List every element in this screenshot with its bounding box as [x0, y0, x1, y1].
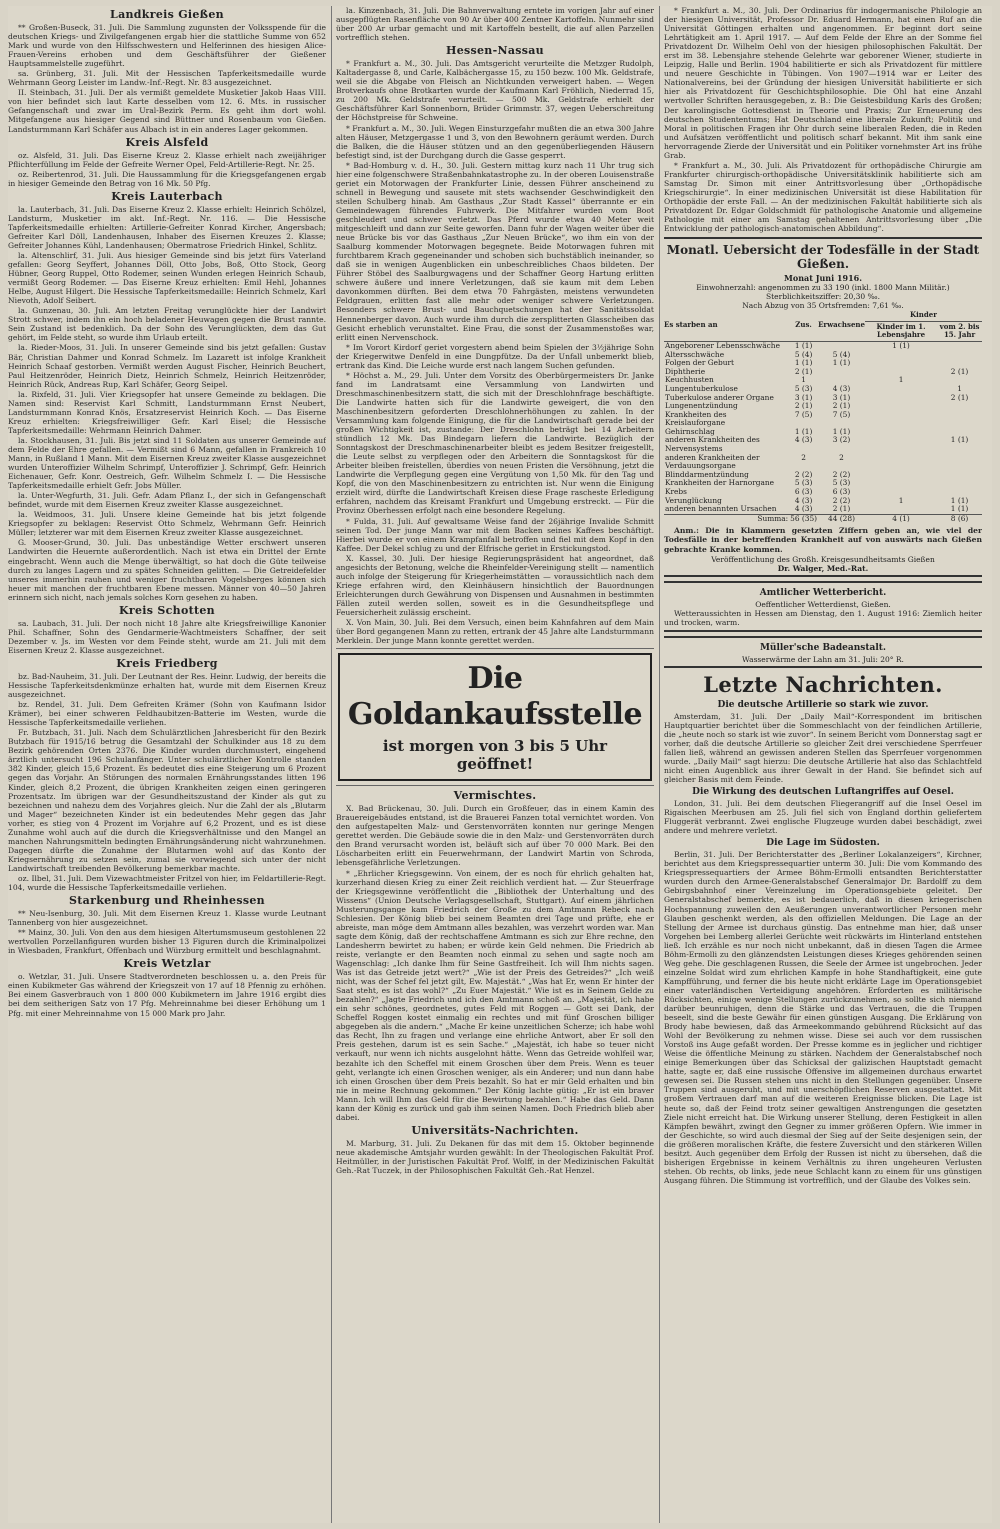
stats-table [664, 310, 982, 523]
bath-text: Wasserwärme der Lahn am 31. Juli: 20° R. [742, 654, 904, 664]
article-paragraph: bz. Rendel, 31. Juli. Dem Gefreiten Krämer (Sohn von Kaufmann Isidor Krämer), bei einer schweren Feldhaubitzen-Batterie im Westen, wurde die Hessische Tapferkeitsmedaille verliehen. [8, 700, 326, 728]
cause-cell: Diphtherie [665, 366, 706, 376]
article-paragraph: M. Marburg, 31. Juli. Zu Dekanen für das mit dem 15. Oktober beginnende neue akademische Amtsjahr wurden gewählt: In der Theologischen Fakultät Prof. Heitmüller, in der Juristischen Fakultät Prof. Wolff, in der Medizinischen Fakultät Geh.-Rat Tuczek, in der Philosophischen Fakultät Geh.-Rat Henzel. [336, 1138, 654, 1175]
column-rule [659, 6, 660, 1523]
article-paragraph: oz. Ilbel, 31. Juli. Dem Vizewachtmeister Fritzel von hier, im Feldartillerie-Regt. 104, wurde die Hessische Tapferkeitsmedaille verliehen. [8, 873, 326, 893]
stats-mortality: Sterblichkeitsziffer: 20,30 ‰. [766, 292, 880, 302]
count-cell: 1 [801, 375, 806, 385]
divider [336, 785, 654, 786]
death-statistics-box [664, 237, 982, 576]
article-paragraph: * „Ehrlicher Kriegsgewinn. Von einem, der es noch für ehrlich gehalten hat, kurzerhand diesen Krieg zu einer Zeit reichlich verdient hat. — Zur Steuerfrage der Kriegsgewinne veröffentlicht die „Bibliothek der Unterhaltung und des Wissens“ (Union Deutsche Verlagsgesellschaft, Stuttgart). Auf einem jährlichen Musterungsgange kam Friedrich der Große zu dem Amtmann Rebeck nach Schlesien. Der König blieb bei seinem Beamten drei Tage und prüfte, ehe er abreiste, man möge dem Amtmann alles bezahlen, was verzehrt worden war. Man sagte dem König, daß der rechtschaffene Amtmann es sich zur Ehre rechne, den Landesherrn bewirtet zu haben; er würde kein Geld nehmen. Die Friedrich ab reiste, verlangte er den Beamten noch einmal zu sehen und sagte noch am Wagenschlag: „Ich danke Ihm für Seine Gastfreiheit. Ich will Ihm nichts sagen. Was ist das Getreide jetzt wert?“ „Wie ist der Preis des Getreides?“ „Ich weiß nicht, was der Schef fel jetzt gilt, Ew. Majestät.“ „Was hat Er, wenn Er hinter der Saat steht, es ist das wohl?“ „Zu Euer Majestät.“ Wie ist es in Seinem Gelde zu bezahlen?“ „Jagte Friedrich und ich den Amtmann schoß an. „Majestät, ich habe ein sehr schönes, geordnetes, gutes Feld mit Roggen — Gott sei Dank, der Scheffel Roggen kostet einmalig ein rechtes und mit fünf Groschen billiger abgegeben als die andern.“ „Mache Er keine unzeitlichen Scherze; ich habe wohl das Recht, Ihn zu fragen und verlange eine ehrliche Antwort, aber Er soll den Preis gestehen, darum ist es sein Sache.“ „Majestät, ich habe so teuer nicht verkauft, nur wenn ich nichts ausgelohnt hätte. Wenn das Getreide wohlfeil war, bezahlte ich den Scheffel mit einem Groschen über dem Preis. Wenn es teuer geht, verlangte ich einen Groschen weniger, als ein Anderer; und nun dann habe ich einen Groschen über dem Preis bezahlt. So hat er mir Geld erhalten und bin nie in meine Rechnung gekommen.“ Der König lachte gütig: „Er ist ein braver Mann. Ich will Ihm das Geld für die Bewirtung bezahlen.“ Habe das Geld. Dann kann der König es zurück und gab ihm seinen Namen. Doch Friedrich blieb aber dabei. [336, 868, 654, 1122]
count-cell: 2 (1) [794, 366, 813, 376]
article-paragraph: la. Rixfeld, 31. Juli. Vier Kriegsopfer hat unsere Gemeinde zu beklagen. Die Namen sind: Reservist Karl Schmitt, Landsturmmann Ernst Neubert, Landsturmmann Konrad Knös, Ersatzreservist Heinrich Koch. — Das Eiserne Kreuz erhielten: Kriegsfreiwilliger Gefr. Karl Eisel; die Hessische Tapferkeitsmedaille: Wehrmann Heinrich Dahmer. [8, 389, 326, 435]
bath-report [664, 636, 982, 668]
cause-cell: anderen Krankheiten der Verdauungsorgane [665, 452, 760, 471]
count-cell: 2 (1) [950, 366, 969, 376]
count-cell: 5 (3) [794, 478, 813, 488]
count-cell: 4 (3) [794, 495, 813, 505]
count-cell: 5 (4) [794, 349, 813, 359]
count-cell: 1 (1) [832, 358, 851, 368]
table-row [664, 436, 982, 453]
stats-header-cause: Es starben an [664, 310, 789, 341]
article-paragraph: oz. Reibertenrod, 31. Juli. Die Haussammlung für die Kriegsgefangenen ergab in hiesiger Gemeinde den Betrag von 16 Mk. 50 Pfg. [8, 169, 326, 188]
count-cell [865, 411, 937, 428]
column-left [8, 6, 326, 1019]
count-cell: 3 (2) [832, 435, 851, 445]
count-cell: 2 (1) [832, 401, 851, 411]
stats-mortality-adjusted: Nach Abzug von 35 Ortsfremden: 7,61 ‰. [742, 301, 904, 311]
section-heading: Starkenburg und Rheinhessen [69, 894, 265, 908]
cause-cell: Angeborener Lebensschwäche [665, 340, 780, 350]
latest-news [664, 700, 982, 1185]
cause-cell: Krankheiten der Harnorgane [665, 478, 775, 488]
article-paragraph: II. Steinbach, 31. Juli. Der als vermißt gemeldete Musketier Jakob Haas VIII. von hier befindet sich laut Karte desselben vom 12. 6. Mts. in russischer Gefangenschaft und zwar im Ural-Bezirk Perm. Es geht ihm dort wohl. Mitgefangene aus hiesiger Gegend sind Büttner und Rosenbaum von Gießen. Landsturmmann Karl Schäfer aus Albach ist in ein anderes Lager gekommen. [8, 88, 326, 134]
stats-population: Einwohnerzahl: angenommen zu 33 190 (inkl. 1800 Mann Militär.) [696, 283, 950, 293]
count-cell: 2 [839, 452, 844, 462]
stats-signature: Dr. Walger, Med.-Rat. [777, 563, 869, 573]
count-cell [865, 471, 937, 480]
article-paragraph: X. Bad Brückenau, 30. Juli. Durch ein Großfeuer, das in einem Kamin des Brauereigebäudes entstand, ist die Brauerei Fanzen total vernichtet worden. Von den aufgestapelten Malz- und Gerstenvorräten konnten nur geringe Mengen gerettet werden. Die Gebäude sowie die in den Malz- und Gerstenvorräten durch den Brand verursacht worden ist, beläuft sich auf über 70 000 Mark. Bei den Löscharbeiten erlitt ein Feuerwehrmann, der Landwirt Martin von Schroda, lebensgefährliche Verletzungen. [336, 804, 654, 868]
section-heading: Kreis Lauterbach [111, 189, 223, 203]
stats-publisher: Veröffentlichung des Großh. Kreisgesundheitsamts Gießen [711, 554, 935, 564]
cause-cell: Tuberkulose anderer Organe [665, 392, 774, 402]
count-cell: 1 (1) [950, 435, 969, 445]
count-cell [937, 479, 982, 488]
article-paragraph: la. Kinzenbach, 31. Juli. Die Bahnverwaltung erntete im vorigen Jahr auf einer ausgepflügten Rasenfläche von 90 Ar über 400 Zentner Kartoffeln. Nunmehr sind über 200 Ar urbar gemacht und mit Kartoffeln bestellt, die auf allen Parzellen vortrefflich stehen. [336, 6, 654, 43]
article-paragraph: sa. Laubach, 31. Juli. Der noch nicht 18 Jahre alte Kriegsfreiwillige Kanonier Phil. Schaffner, Sohn des Gendarmerie-Wachtmeisters Schaffner, der seit Dezember v. Js. im Westen vor dem Feinde steht, wurde am 21. Juli mit dem Eisernen Kreuz 2. Klasse ausgezeichnet. [8, 618, 326, 655]
count-cell: 1 [898, 495, 904, 505]
university-news-continued [664, 6, 982, 233]
count-cell: 5 (3) [794, 383, 813, 393]
count-cell: 1 (1) [892, 340, 910, 350]
count-cell [865, 436, 937, 453]
latest-news-title: Letzte Nachrichten. [703, 671, 943, 697]
stats-note: Anm.: Die in Klammern gesetzten Ziffern geben an, wie viel der Todesfälle in der betreffenden Krankheit auf von auswärts nach Gießen gebrachte Kranke kommen. [664, 526, 982, 554]
count-cell: 1 (1) [794, 340, 813, 350]
article-paragraph: ** Neu-Isenburg, 30. Juli. Mit dem Eisernen Kreuz 1. Klasse wurde Leutnant Tannenberg von hier ausgezeichnet. [8, 909, 326, 928]
count-cell [937, 454, 982, 471]
stats-header-children: Kinder [865, 310, 982, 321]
count-cell [865, 428, 937, 437]
count-cell [865, 479, 937, 488]
count-cell: 6 (3) [832, 487, 851, 497]
cause-cell: Lungentuberkulose [665, 383, 738, 393]
news-paragraph: Amsterdam, 31. Juli. Der „Daily Mail“-Korrespondent im britischen Hauptquartier berichtet über die Sommeschlacht von der feindlichen Artillerie, die „heute noch so stark ist wie zuvor“. In seinem Bericht vom Donnerstag sagt er vorher, daß die deutsche Artillerie so gleicher Zeit drei verschiedene Sperrfeuer fallen ließ, während an gewissen anderen Stellen das Sperrfeuer vorgenommen wurde. „Daily Mail“ sagt hierzu: Die deutsche Artillerie hat also das Schlachtfeld nicht einen Augenblick aus ihrer Gewalt in der Hand. Sie befindet sich auf gleicher Basis mit dem Feinde. [664, 711, 982, 784]
gold-purchase-advertisement [338, 653, 652, 781]
divider [336, 648, 654, 649]
article-paragraph: la. Stockhausen, 31. Juli. Bis jetzt sind 11 Soldaten aus unserer Gemeinde auf dem Felde der Ehre gefallen. — Vermißt sind 6 Mann, gefallen in Frankreich 10 Mann, in Rußland 1 Mann. Mit dem Eisernen Kreuz zweiter Klasse ausgezeichnet wurden Unteroffizier Wilhelm Schrimpf, Unteroffizier J. Schrimpf, Gefr. Heinrich Eichenauer, Gefr. Konr. Oestreich, Gefr. Wilhelm Schmelz I. — Die Hessische Tapferkeitsmedaille erhielt Gefr. Jobs Müller. [8, 435, 326, 491]
article-paragraph: la. Rieder-Moos, 31. Juli. In unserer Gemeinde sind bis jetzt gefallen: Gustav Bär, Christian Dahmer und Konrad Schmelz. Im Lazarett ist infolge Krankheit Heinrich Schaaf gestorben. Vermißt werden August Fischer, Heinrich Beuchert, Paul Heitzenröder, Heinrich Dietz, Heinrich Schmelz, Heinrich Heitzenröder, Heinrich Rück, Andreas Rup, Karl Schäfer, Georg Seipel. [8, 343, 326, 389]
count-cell [865, 402, 937, 411]
cause-cell: Gehirnschlag [665, 426, 715, 436]
article-paragraph: oz. Alsfeld, 31. Juli. Das Eiserne Kreuz 2. Klasse erhielt nach zweijähriger Pflichterfüllung im Felde der Gefreite Werner Opel, Feld-Artillerie-Regt. Nr. 25. [8, 150, 326, 169]
count-cell [937, 402, 982, 411]
count-cell: 3 (1) [794, 392, 813, 402]
section-heading: Kreis Alsfeld [125, 135, 209, 149]
count-cell: 7 (5) [794, 409, 813, 419]
sum-cell: Summa: [664, 514, 789, 523]
count-cell: 2 (2) [832, 495, 851, 505]
news-subheading: Die deutsche Artillerie so stark wie zuvor. [717, 699, 929, 710]
count-cell [865, 394, 937, 403]
count-cell: 2 [801, 452, 806, 462]
weather-report [664, 581, 982, 632]
article-paragraph: la. Lauterbach, 31. Juli. Das Eiserne Kreuz 2. Klasse erhielt: Heinrich Schölzel, Landsturm, Musketier im akt. Inf.-Regt. Nr. 116. — Die Hessische Tapferkeitsmedaille erhielten: Artillerie-Gefreiter Konrad Kircher, Angersbach; Gefreiter Karl Döll, Landenhausen, Inhaber des Eisernen Kreuzes 2. Klasse; Gefreiter Johannes Kühl, Landenhausen; Obermatrose Friedrich Hinkel, Schlitz. [8, 204, 326, 250]
count-cell: 2 (2) [832, 469, 851, 479]
count-cell: 1 [898, 375, 904, 385]
article-paragraph: la. Weidmoos, 31. Juli. Unsere kleine Gemeinde hat bis jetzt folgende Kriegsopfer zu beklagen: Reservist Otto Schmelz, Wehrmann Gefr. Heinrich Müller; letzterer war mit dem Eisernen Kreuz zweiter Klasse ausgezeichnet. [8, 510, 326, 538]
section-heading: Hessen-Nassau [446, 44, 544, 58]
count-cell: 1 (1) [832, 426, 851, 436]
count-cell [937, 411, 982, 428]
count-cell: 1 (1) [794, 358, 813, 368]
stats-title: Monatl. Uebersicht der Todesfälle in der Stadt Gießen. [666, 243, 980, 272]
table-row [664, 454, 982, 471]
section-heading: Universitäts-Nachrichten. [411, 1123, 579, 1137]
cause-cell: Folgen der Geburt [665, 358, 735, 368]
article-paragraph: * Fulda, 31. Juli. Auf gewaltsame Weise fand der 26jährige Invalide Schmitt seinen Tod. Der junge Mann war mit dem Backen seines Kaffees beschäftigt. Hierbei wurde er von einem Krampfanfall betroffen und fiel mit dem Kopf in den Kaffee. Der Dekel schlug zu und der Elfrische geriet in Erstickungstod. [336, 516, 654, 553]
sum-cell: 56 (35) [790, 513, 818, 523]
count-cell: 7 (5) [832, 409, 851, 419]
article-paragraph: ** Mainz, 30. Juli. Von den aus dem hiesigen Altertumsmuseum gestohlenen 22 wertvollen Porzellanfiguren wurden bisher 13 Figuren durch die Kriminalpolizei in Wiesbaden, Frankfurt, Offenbach und Würzburg ermittelt und beschlagnahmt. [8, 928, 326, 956]
count-cell: 6 (3) [794, 487, 813, 497]
weather-title: Amtlicher Wetterbericht. [759, 587, 887, 598]
article-paragraph: ** Großen-Buseck, 31. Juli. Die Sammlung zugunsten der Volksspende für die deutschen Kriegs- und Zivilgefangenen ergab hier die stattliche Summe von 652 Mark und wurde von den Hilfsschwestern und Helferinnen des hiesigen Alice-Frauen-Vereins erhoben und dem Geschäftsführer der Gießener Hauptsammelstelle zugeführt. [8, 23, 326, 69]
section-heading: Kreis Wetzlar [123, 957, 211, 971]
sum-cell: 8 (6) [937, 514, 982, 523]
newspaper-page [8, 6, 992, 1523]
count-cell [937, 341, 982, 350]
article-paragraph: * Frankfurt a. M., 30. Juli. Das Amtsgericht verurteilte die Metzger Rudolph, Kaltadergasse 8, und Carle, Kalbächergasse 15, zu 150 bezw. 100 Mk. Geldstrafe, weil sie die Abgabe von Fleisch an Nichtkunden verweigert haben. — Wegen Brotverkaufs ohne Brotkarten wurde der Kaufmann Karl Fröhlich, Niederrad 15, zu 200 Mk. Geldstrafe verurteilt. — 500 Mk. Geldstrafe erhielt der Geschäftsführer Karl Sonnenborn, Brüder Grimmstr. 37, wegen Ueberschreitung der Höchstpreise für Schweine. [336, 59, 654, 123]
article-paragraph: la. Gunzenau, 30. Juli. Am letzten Freitag verunglückte hier der Landwirt Strott schwer, indem ihn ein hoch beladener Heuwagen gegen die Brust rannte. Sein Zustand ist bedenklich. Da der Sohn des Verunglückten, dem das Gut gehört, im Felde steht, so wurde ihm Urlaub erteilt. [8, 306, 326, 343]
stats-header-adults: Erwachsene [818, 310, 865, 341]
article-paragraph: X. Kassel, 30. Juli. Der hiesige Regierungspräsident hat angeordnet, daß angesichts der Betonung, welche die Rheinfelder-Vereinigung stellt — namentlich auch infolge der Steigerung für Kriegerheimstätten — voraussichtlich nach dem Kriege erfahren wird, den Kleinhäusern hinsichtlich der Bauordnungen Erleichterungen durch Gewährung von Dispensen und Ausnahmen in bestimmten Fällen zuteil werden sollen, soweit es in die Gesundheitspflege und Feuersicherheit zulässig erscheint. [336, 553, 654, 617]
news-paragraph: Berlin, 31. Juli. Der Berichterstatter des „Berliner Lokalanzeigers“, Kirchner, berichtet aus dem Kriegspressequartier unterm 30. Juli: Die vom Kommando des Kriegspressequartiers der Armee Böhm-Ermolli entsandten Berichterstatter wurden durch den Armee-Generalstabschef Generalmajor Dr. Bardolff zu dem Gebirgsbahnhof einer Vereinzelung im Operationsgebiete geleitet. Der Generalstabschef bemerkte, es ist bedauerlich, daß in diesen kriegerischen Hochspannung zuweilen den Aeußerungen unverantwortlicher Personen mehr Glauben geschenkt werden, als den offiziellen Meldungen. Die Lage an der Stellung der Armee ist durchaus günstig. Das entnehme man hier, daß unser Vorgehen bei Lemberg allerlei Gerüchte weit rückwärts im Hinterland entstehen ließ. Ich erzähle es nur noch nicht unbekannt, daß in diesen Tagen die Armee Böhm-Ermolli zu den glänzendsten Leistungen dieses Krieges gehörenden seinen Weg gehe. Die geschlagenen Russen, die Seele der Armee ist ungebrochen. Jeder einzelne Soldat wird zum ehrlichen Kampfe in hohe Standhaftigkeit, eine gute Kampfführung, und ferner die bis heute nicht erklärte Lage im Operationsgebiet einer vaterländischen Verteidigung angehören. Erforderten es militärische Rücksichten, einige wenige Stellungen zurückzunehmen, so sollte sich niemand darüber beunruhigen, denn die Stärke und das Vertrauen, die die Truppen beseelt, sind die beste Gewähr für einen günstigen Ausgang. Die Erklärung von Brody habe bewiesen, daß das Armeekommando gebührend Rücksicht auf das Wohl der Bevölkerung zu nehmen wisse. Diese sei auch vor dem russischen Vorstoß ins Auge gefaßt worden. Der Presse komme es in jeglicher und richtiger Weise die öffentliche Meinung zu stärken. Nachdem der Generalstabschef noch einige Bemerkungen über das Schicksal der galizischen Hauptstadt gemacht hatte, sagte er, daß eine russische Offensive im allgemeinen durchaus erwartet gewesen sei. Die Russen stehen uns nicht in den Stellungen gegenüber. Unsere Truppen sind ausgeruht, und mit unerschöpflichen Reserven ausgestattet. Mit großem Vertrauen darf man auf die weiteren Ereignisse blicken. Die Lage ist heute so, daß der Feind trotz seiner gewaltigen Anstrengungen die gesetzten Ziele nicht erreicht hat. Die Wirkung unserer Stellung, deren Festigkeit in allen Kämpfen bewährt, zwingt den Gegner zu immer größeren Opfern. Wie immer in der Geschichte, so wird auch diesmal der Sieg auf der Seite desjenigen sein, der die größeren moralischen Kräfte, die festere Zuversicht und den stärkeren Willen besitzt. Auch gegenüber dem Erfolg der Russen ist nicht zu übersehen, daß die bisherigen Ergebnisse in keinem Verhältnis zu ihren ungeheuren Verlusten stehen. Ob rechts, ob links, jede neue Schlacht kann zu einem für uns günstigen Ausgang führen. Die Stimmung ist vortrefflich, und der Glaube des Volkes sein. [664, 850, 982, 1185]
news-subheading: Die Wirkung des deutschen Luftangriffes auf Oesel. [692, 787, 954, 798]
article-paragraph: bz. Bad-Nauheim, 31. Juli. Der Leutnant der Res. Heinr. Ludwig, der bereits die Hessische Tapferkeitsdenkmünze erhalten hat, wurde mit dem Eisernen Kreuz ausgezeichnet. [8, 671, 326, 700]
count-cell [865, 505, 937, 514]
count-cell: 1 [957, 383, 962, 393]
count-cell: 4 (3) [794, 504, 813, 514]
count-cell: 5 (4) [832, 349, 851, 359]
count-cell [818, 368, 865, 377]
news-subheading: Die Lage im Südosten. [766, 838, 880, 849]
cause-cell: anderen benannten Ursachen [665, 504, 777, 514]
article-paragraph: la. Unter-Wegfurth, 31. Juli. Gefr. Adam Pflanz I., der sich in Gefangenschaft befindet, wurde mit dem Eisernen Kreuz zweiter Klasse ausgezeichnet. [8, 491, 326, 510]
article-paragraph: G. Mooser-Grund, 30. Juli. Das unbeständige Wetter erschwert unseren Landwirten die Heuernte außerordentlich. Nach ist etwa ein Drittel der Ernte eingebracht. Wenn auch die Menge überwältigt, so hat doch die Güte teilweise durch zu langes Lagern und zu spätes Schneiden gelitten. — Die Getreidefelder unseres immerhin rauhen und weniger fruchtbaren Vogelsberges können sich heuer mit manchen der fruchtbaren Ebene messen. Männer von 40—50 Jahren erinnern sich nicht, nach jemals solches Korn gesehen zu haben. [8, 538, 326, 602]
stats-month: Monat Juni 1916. [784, 273, 862, 284]
section-heading: Vermischtes. [453, 789, 537, 803]
column-rule [331, 6, 332, 1523]
count-cell: 4 (3) [832, 383, 851, 393]
article-paragraph: o. Wetzlar, 31. Juli. Unsere Stadtverordneten beschlossen u. a. den Preis für einen Kubikmeter Gas während der Kriegszeit von 17 auf 18 Pfennig zu erhöhen. Bei einem Gasverbrauch von 1 800 000 Kubikmetern im Jahre 1916 ergibt dies bei dem seitherigen Satz von 17 Pfg. Mehreinnahme bei dieser Erhöhung um 1 Pfg. mit einer Mehreinnahme von 15 000 Mark pro Jahr. [8, 972, 326, 1018]
count-cell: 2 (1) [794, 401, 813, 411]
ad-subline: ist morgen von 3 bis 5 Uhr geöffnet! [382, 737, 608, 774]
count-cell: 3 (1) [832, 392, 851, 402]
news-paragraph: London, 31. Juli. Bei dem deutschen Fliegerangriff auf die Insel Oesel im Rigaischen Meerbusen am 25. Juli fiel sich von England dorthin geliefertem Fluggerät verbrannt. Zwei englische Flugzeuge wurden dabei beschädigt, zwei andere und mehrere verletzt. [664, 799, 982, 836]
ad-headline: Die Goldankaufsstelle [347, 661, 643, 733]
count-cell: 5 (3) [832, 478, 851, 488]
article-paragraph: * Frankfurt a. M., 30. Juli. Als Privatdozent für orthopädische Chirurgie am Frankfurter chirurgisch-orthopädische Universitätsklinik habilitierte sich am Samstag Dr. Simon mit einer Antrittsvorlesung über „Orthopädische Kriegschirurgie“. In einer medizinischen Universität ist diese Habilitation für Orthopädie der erste Fall. — An der medizinischen Fakultät habilitierte sich als Privatdozent Dr. Edgar Goldschmidt für pathologische Anatomie und allgemeine Pathologie mit einer am Samstag gehaltenen Antrittsvorlesung über „Die Entwicklung der pathologisch-anatomischen Abbildung“. [664, 160, 982, 234]
cause-cell: Krebs [665, 487, 687, 497]
column-right [664, 6, 982, 1186]
cause-cell: Altersschwäche [665, 349, 725, 359]
cause-cell: anderen Krankheiten des Nervensystems [665, 435, 760, 454]
count-cell: 2 (2) [794, 469, 813, 479]
count-cell [865, 351, 937, 360]
table-row [664, 479, 982, 488]
cause-cell: Verunglückung [665, 495, 722, 505]
count-cell [865, 385, 937, 394]
count-cell: 1 (1) [950, 495, 969, 505]
stats-header-infants: Kinder im 1. Lebensjahre [865, 321, 937, 341]
section-heading: Landkreis Gießen [110, 8, 224, 21]
article-paragraph: * Höchst a. M., 29. Juli. Unter dem Vorsitz des Oberbürgermeisters Dr. Janke fand im Landratsamt eine Versammlung von Landwirten und Dreschmaschinenbesitzern statt, die sich mit der Dreschlohnfrage beschäftigte. Die Landwirte hatten sich für die Landwirte geweigert, die von den Maschinenbesitzern geforderten Dreschlohnerhöhungen zu zahlen. In der Versammlung kam folgende Einigung, die für die Landwirtschaft gerade bei der großen Wichtigkeit ist, zustande: Der Dreschlohn beträgt bei 14 Arbeitern stündlich 12 Mk. Das Bindegarn liefern die Landwirte. Bezüglich der Sonntagskost der Dreschmaschinenarbeiter bleibt es jedem Besitzer freigestellt, die Leute selbst zu verpflegen oder den Arbeitern die Sonntagskost für die Arbeiter bleiben freistellen, überdies von neuen Fristen die Versöhnung, jetzt die Landwirte die Verpflegung gegen eine Vergütung von 1,50 Mk. für den Tag und Kopf, die von den Maschinenbesitzern zu entrichten ist. Nur wenn die Einigung erzielt wird, dürfte die Landwirtschaft Kreisen diese Frage rascheste Erledigung erfahren, nachdem das Kreisamt Frankfurt und Umgebung erstreckt. — Für die Provinz Oberhessen erfolgt nach eine besondere Regelung. [336, 370, 654, 516]
weather-service: Oeffentlicher Wetterdienst, Gießen. [755, 599, 891, 609]
section-heading: Kreis Friedberg [116, 656, 218, 670]
sum-cell: 44 (28) [818, 514, 865, 523]
count-cell [937, 351, 982, 360]
article-paragraph: la. Altenschlirf, 31. Juli. Aus hiesiger Gemeinde sind bis jetzt fürs Vaterland gefallen: Georg Seyffert, Johannes Döll, Otto Jobs, Boß, Otto Stock, Georg Hübner, Georg Ruppel, Otto Rodemer, seinen Wunden erlegen Heinrich Schaub, vermißt Georg Rodemer. — Das Eiserne Kreuz erhielten: Emil Hehl, Johannes Helbe, August Hilgert. Die Hessische Tapferkeitsmedaille: Heinrich Schmelz, Karl Nievoth, Adolf Seibert. [8, 250, 326, 306]
stats-header-children-2-15: vom 2. bis 15. Jahr [937, 321, 982, 341]
article-paragraph: * Bad-Homburg v. d. H., 30. Juli. Gestern mittag kurz nach 11 Uhr trug sich hier eine folgenschwere Straßenbahnkatastrophe zu. In der oberen Louisenstraße geriet ein Motorwagen der Frankfurter Linie, dessen Führer anscheinend zu schnell in Bewegung und sausete mit stets wachsender Geschwindigkeit den steilen Schulberg hinab. Am Gasthaus „Zur Stadt Kassel“ überrannte er ein Gemeindewagen führendes Fuhrwerk. Die Mitfahrer wurden vom Boot geschleudert und schwer verletzt. Das Pferd wurde etwa 40 Meter weit mitgeschleift und dann zur Seite geworfen. Dann fuhr der Wagen weiter über die neue Brücke bis vor das Gasthaus „Zur Neuen Brücke“, wo ihm ein von der Saalburg kommender Motorwagen begegnete. Beide Motorwagen fuhren mit furchtbarem Krach gegeneinander und schoben sich buchstäblich ineinander, so daß sie in wenigen Augenblicken ein unbeschreibliches Chaos bildeten. Der Führer Stöbel des Saalburgwagens und der Schaffner Georg Hartung erlitten schwere äußere und innere Verletzungen, daß sie kaum mit dem Leben davonkommen dürften. Bei dem etwa 70 Fahrgästen, meistens verwundeten Feldgrauen, erlitten fast alle mehr oder weniger schwere Verletzungen. Besonders schwere Brust- und Bauchquetschungen hat der Sanitätssoldat Hennenberger davon. Auch wurde ihm durch die zersplitterten Glasscheiben das Gesicht erheblich verunstaltet. Eine Frau, die sonst der Zusammenstoßes war, erlitt einen Nervenschock. [336, 160, 654, 342]
table-sum-row [664, 514, 982, 523]
count-cell: 4 (3) [794, 435, 813, 445]
count-cell: 2 (1) [950, 392, 969, 402]
column-middle [336, 6, 654, 1176]
cause-cell: Lungenentzündung [665, 401, 738, 411]
count-cell [865, 454, 937, 471]
bath-title: Müller'sche Badeanstalt. [759, 642, 887, 653]
article-paragraph: Fr. Butzbach, 31. Juli. Nach dem Schulärztlichen Jahresbericht für den Bezirk Butzbach für 1915/16 betrug die Gesamtzahl der Schulkinder aus 18 zu dem Bezirk gehörenden Orten 2376. Die Kinder wurden durchmustert, eingehend ärztlich untersucht 196 Schulanfänger. Unter schulärztlicher Kontrolle standen 382 Kinder, gleich 15,6 Prozent. Es bedeutet dies eine Steigerung um 6 Prozent gegen das Vorjahr. An Störungen des normalen Ernährungsstandes litten 196 Kinder, gleich 8,2 Prozent, die übrigen Krankheiten zeigen einen geringeren Prozentsatz. Im übrigen war der Gesundheitszustand der Kinder als gut zu bezeichnen und nahezu dem des Vorjahres gleich. Nur die Zahl der als „Blutarm und Mager“ bezeichneten Kinder ist ein bedeutendes Mehr gegen das Jahr vorher, es stieg von 4 Prozent im Vorjahre auf 6,2 Prozent, und es ist diese Zunahme wohl auch auf die durch die Kriegsverhältnisse und den Mangel an manchen Nahrungsmitteln bedingten Ernährungsänderung nicht wahrzunehmen. Dagegen dürfte die Zunahme der Blutarmen wohl auf das Konto der Kriegsernährung zu setzen sein, zumal sie vorwiegend sich unter der nicht Landwirtschaft treibenden Bevölkerung bemerkbar machte. [8, 728, 326, 873]
section-heading: Kreis Schotten [119, 603, 215, 617]
cause-cell: Blinddarmentzündung [665, 469, 749, 479]
stats-header-total: Zus. [789, 310, 818, 341]
article-paragraph: sa. Grünberg, 31. Juli. Mit der Hessischen Tapferkeitsmedaille wurde Wehrmann Georg Leister im Landw.-Inf.-Regt. Nr. 83 ausgezeichnet. [8, 69, 326, 88]
table-row [664, 505, 982, 514]
table-row [664, 359, 982, 368]
count-cell: 2 (1) [832, 504, 851, 514]
weather-text: Wetteraussichten in Hessen am Dienstag, den 1. August 1916: Ziemlich heiter und trocken, warm. [664, 608, 982, 627]
article-paragraph: * Im Vorort Kirdorf geriet vorgestern abend beim Spielen der 3½jährige Sohn der Kriegerwitwe Denfeld in eine Dungpfütze. Da der Unfall unbemerkt blieb, ertrank das Kind. Die Leiche wurde erst nach langem Suchen gefunden. [336, 342, 654, 370]
sum-cell: 4 (1) [865, 514, 937, 523]
cause-cell: Keuchhusten [665, 375, 714, 385]
table-row [664, 411, 982, 428]
cause-cell: Krankheiten des Kreislauforgane [665, 409, 727, 428]
article-paragraph: X. Von Main, 30. Juli. Bei dem Versuch, einen beim Kahnfahren auf dem Main über Bord gegangenen Mann zu retten, ertrank der 45 Jahre alte Landsturmmann Merklein. Der junge Mann konnte gerettet werden. [336, 618, 654, 646]
count-cell [937, 471, 982, 480]
count-cell [865, 359, 937, 368]
count-cell: 1 (1) [794, 426, 813, 436]
article-paragraph: * Frankfurt a. M., 30. Juli. Der Ordinarius für indogermanische Philologie an der hiesigen Universität, Professor Dr. Eduard Hermann, hat einen Ruf an die Universität Göttingen erhalten und angenommen. Er beginnt dort seine Lehrtätigkeit am 1. April 1917. — Auf dem Felde der Ehre an der Somme fiel Privatdozent Dr. Wilhelm Oehl von der hiesigen philosophischen Fakultät. Der erst im 38. Lebensjahre stehende Gelehrte war geborener Wiener, studierte in Leipzig, Halle und Berlin. 1904 habilitierte er sich als Privatdozent für mittlere und neuere Geschichte in Tübingen. Von 1907—1914 war er Leiter des Nationalvereins, bei der Gründung der hiesigen Universität habilitierte er sich hier als Privatdozent für Geschichtsphilosophie. Die Ohl hat eine Anzahl wertvoller Schriften herausgegeben, z. B.: Die Geistesbildung Karls des Großen; Der karolingische Gottesdienst in Theorie und Praxis; Zur Erneuerung des deutschen Studententums; Hat Deutschland eine liberale Zukunft; Politik und Moral in politischen Fragen ihr Ohr durch seine liberalen Reden, die in Reden und Aufsätzen veröffentlicht und politisch scharf bekannt. Mit ihm sank eine hervorragende Zierde der Universität und ein Politiker vornehmster Art ins frühe Grab. [664, 6, 982, 160]
article-paragraph: * Frankfurt a. M., 30. Juli. Wegen Einsturzgefahr mußten die an etwa 300 Jahre alten Häuser, Metzgergasse 1 und 3, von den Bewohnern geräumt werden. Durch die Balken, die die Häuser stützen und an den gegenüberliegenden Häusern befestigt sind, ist der Durchgang durch die Gasse gesperrt. [336, 123, 654, 160]
count-cell: 1 (1) [950, 504, 969, 514]
